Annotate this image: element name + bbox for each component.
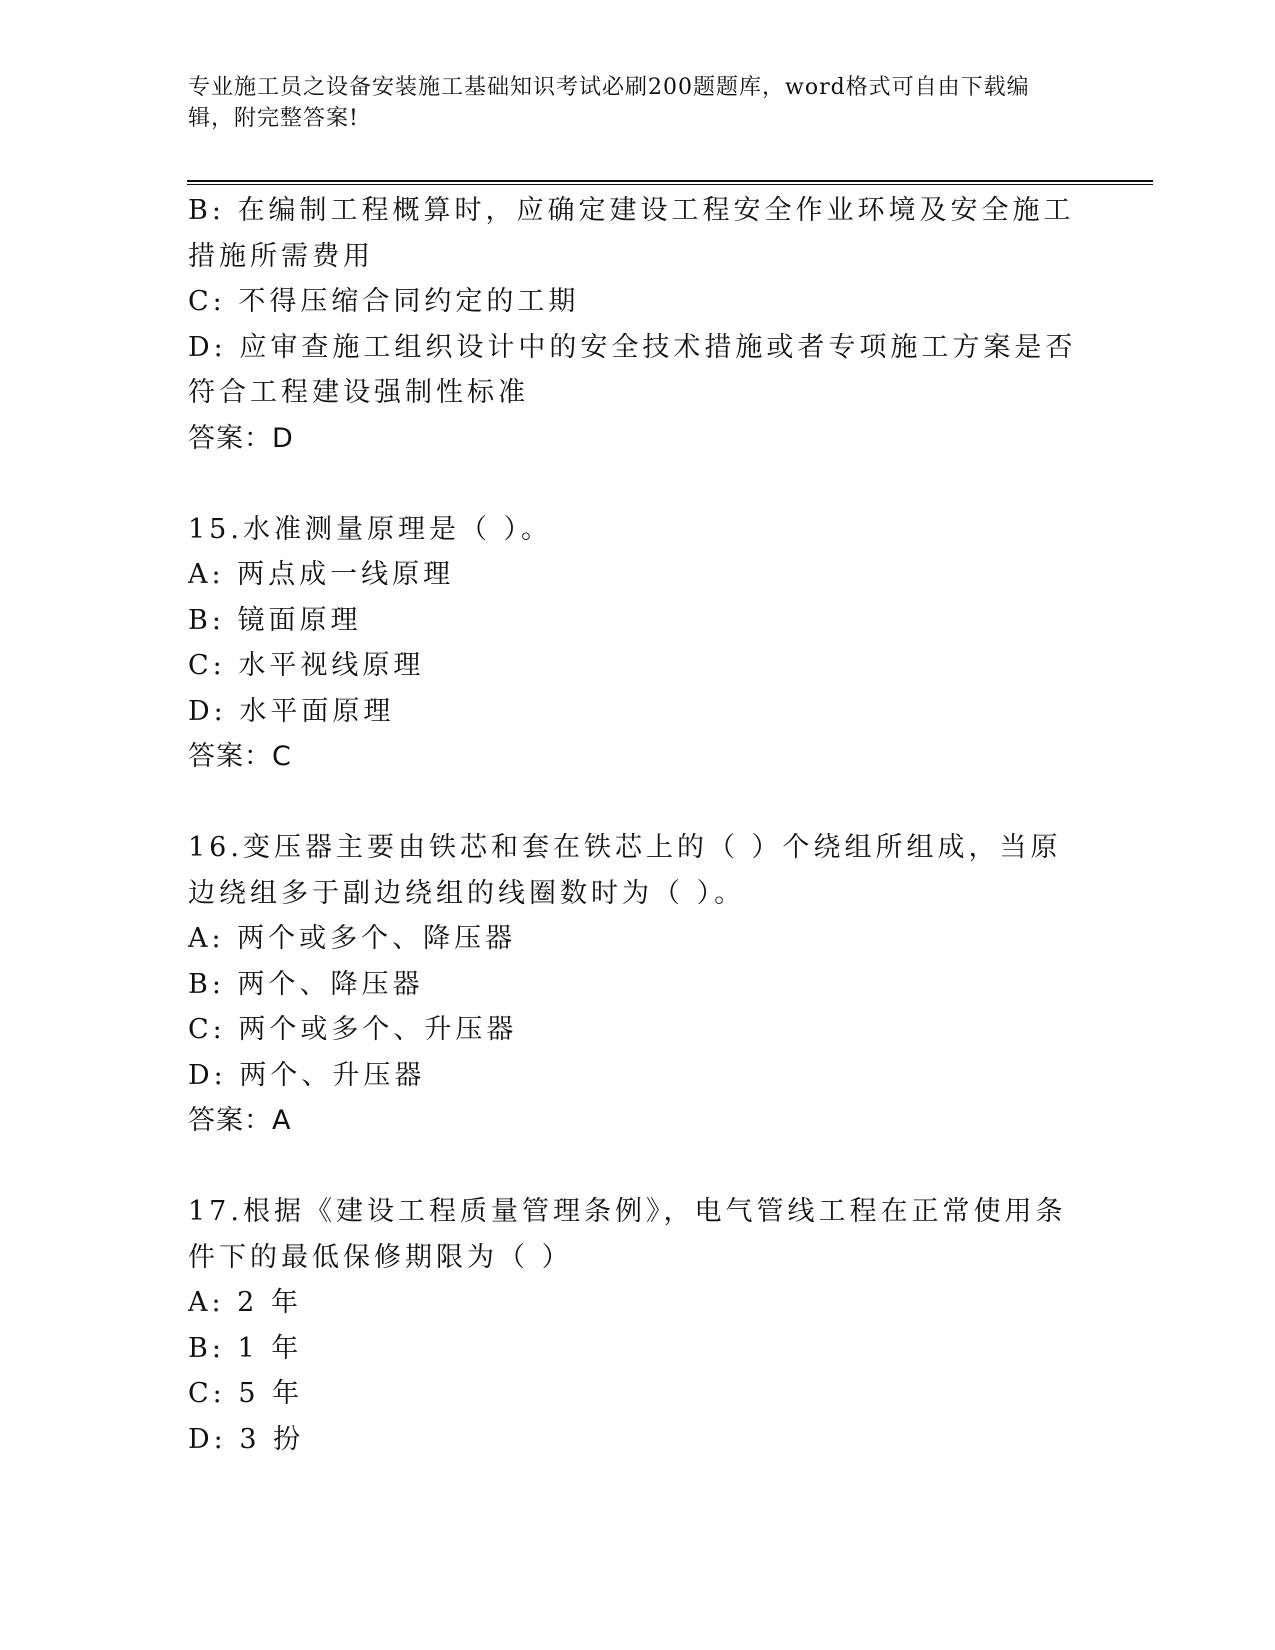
- option-d: D: 两个、升压器: [188, 1059, 426, 1091]
- option-b: B: 两个、降压器: [188, 968, 424, 1000]
- question-block-16: [188, 825, 1078, 1144]
- question-stem: 17.根据《建设工程质量管理条例》，电气管线工程在正常使用条件下的最低保修期限为（ ）: [188, 1196, 1067, 1273]
- option-a: A: 两个或多个、降压器: [188, 923, 517, 954]
- answer-line: 答案：D: [188, 422, 294, 454]
- answer-line: 答案：A: [188, 1105, 292, 1136]
- answer-line: 答案：C: [188, 741, 292, 772]
- option-b: B: 在编制工程概算时，应确定建设工程安全作业环境及安全施工措施所需费用: [188, 195, 1075, 272]
- question-stem: 15.水准测量原理是（ ）。: [188, 513, 553, 545]
- option-b: B: 1 年: [188, 1332, 303, 1364]
- option-a: A: 2 年: [188, 1287, 302, 1318]
- option-d: D: 水平面原理: [188, 695, 395, 727]
- option-b: B: 镜面原理: [188, 604, 362, 636]
- option-d: D: 应审查施工组织设计中的安全技术措施或者专项施工方案是否符合工程建设强制性标准: [188, 331, 1077, 408]
- question-stem: 16.变压器主要由铁芯和套在铁芯上的（ ）个绕组所组成，当原边绕组多于副边绕组的线圈数时为（ ）。: [188, 832, 1062, 909]
- option-a: A: 两点成一线原理: [188, 559, 455, 590]
- option-c: C: 不得压缩合同约定的工期: [188, 286, 580, 317]
- question-block-continued: [188, 188, 1078, 461]
- question-spacer: [188, 461, 1078, 507]
- question-spacer: [188, 1144, 1078, 1190]
- question-block-17: [188, 1189, 1078, 1462]
- question-block-15: [188, 507, 1078, 780]
- option-c: C: 两个或多个、升压器: [188, 1014, 518, 1045]
- header-divider-thin: [187, 184, 1153, 185]
- document-header-title: 专业施工员之设备安装施工基础知识考试必刷200题题库，word格式可自由下载编辑，附完整答案!: [188, 75, 1030, 131]
- option-c: C: 5 年: [188, 1378, 304, 1409]
- question-spacer: [188, 780, 1078, 826]
- question-list: [188, 188, 1078, 1462]
- option-c: C: 水平视线原理: [188, 650, 425, 681]
- option-d: D: 3 扮: [188, 1423, 305, 1455]
- header-divider-thick: [187, 180, 1153, 182]
